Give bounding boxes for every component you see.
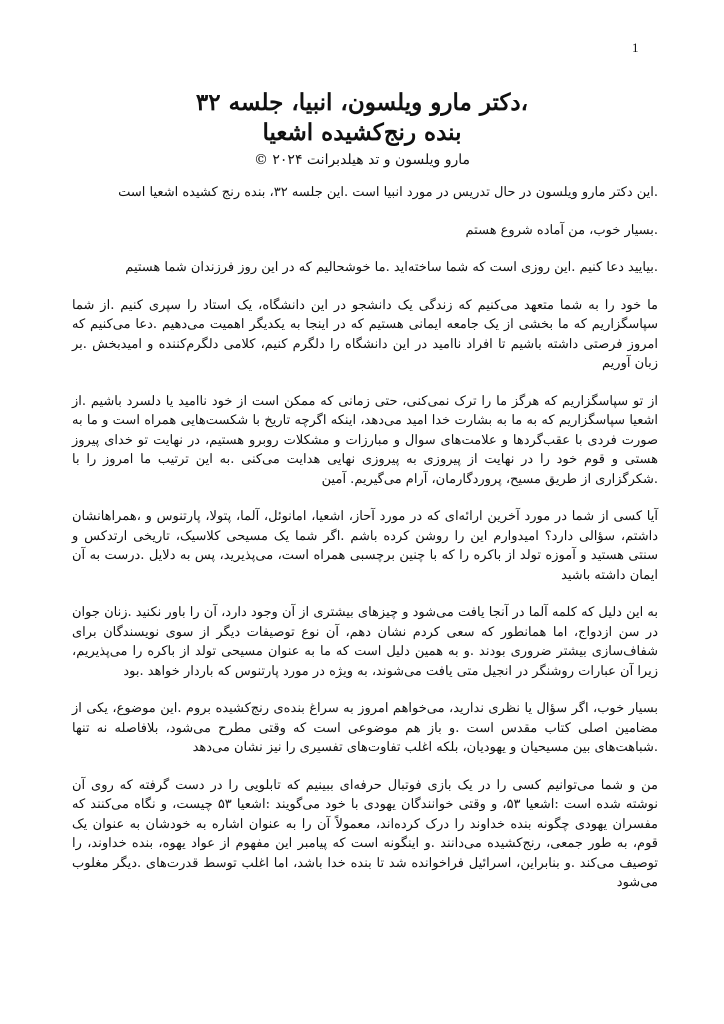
paragraph-7: به این دلیل که کلمه آلما در آنجا یافت می‌شود و چیزهای بیشتری از آن وجود دارد، آن را باور نکنید .زنان جوان در سن ازدواج، اما همانطور که سعی کردم نشان دهم، آن نوع توصیفات دیگر از سوی نویسندگان برای شفاف‌سازی بیشتر ضروری بودند .و به همین دلیل است که ما به عنوان مسیحی تولد از باکره را می‌پذیریم، زیرا آن عبارات روشنگر در انجیل متی یافت می‌شوند، به ویژه در مورد پارتنوس که باردار خواهد .بود: [72, 605, 658, 679]
copyright-line: مارو ویلسون و تد هیلدبرانت ۲۰۲۴ ©: [253, 152, 471, 168]
document-subtitle: بنده رنج‌کشیده اشعیا: [262, 119, 462, 146]
paragraph-6: آیا کسی از شما در مورد آخرین ارائه‌ای که در مورد آحاز، اشعیا، امانوئل، آلما، پتولا، پارتنوس و ،همراهانشان داشتم، سؤالی دارد؟ امیدوارم این را روشن کرده باشم .اگر شما یک مسیحی کلاسیک، تاریخی ارتدکس و سنتی هستید و آموزه تولد از باکره را که با چنین برچسبی همراه است، می‌پذیرید، پس به دلایل .درست به آن ایمان داشته باشید: [72, 509, 658, 583]
paragraph-1: .این دکتر مارو ویلسون در حال تدریس در مورد انبیا است .این جلسه ۳۲، بنده رنج کشیده اشعیا است: [118, 185, 658, 200]
paragraph-4: ما خود را به شما متعهد می‌کنیم که زندگی یک دانشجو در این دانشگاه، یک استاد را سپری کنیم .از شما سپاسگزاریم که ما بخشی از یک جامعه ایمانی هستیم که در اینجا به یکدیگر اهمیت می‌دهیم .دعا می‌کنیم که امروز فرصتی داشته باشیم تا افراد ناامید در این دانشگاه را دلگرم کنیم، کلامی دلگرم‌کننده و امیدبخش .بر زبان آوریم: [72, 297, 658, 371]
paragraph-9: من و شما می‌توانیم کسی را در یک بازی فوتبال حرفه‌ای ببینیم که تابلویی را در دست گرفته که روی آن نوشته شده است :اشعیا ۵۳، و وقتی خوانندگان یهودی با خود می‌گویند :اشعیا ۵۳ چیست، و نگاه می‌کنند که مفسران یهودی چگونه بنده خداوند را درک کرده‌اند، معمولاً آن را به عنوان اشاره به خودشان به عنوان یک قوم، به طور جمعی، رنج‌کشیده می‌دانند .و اینگونه است که پیامبر این مفهوم از عواد یهوه، بنده خداوند، را توصیف می‌کند .و بنابراین، اسرائیل فراخوانده شد تا بنده خدا باشد، اما اغلب توسط قدرت‌های .دیگر مغلوب می‌شود: [72, 777, 659, 890]
page-number: 1: [632, 40, 639, 55]
paragraph-3: .بیایید دعا کنیم .این روزی است که شما ساخته‌اید .ما خوشحالیم که در این روز فرزندان شما هستیم: [125, 260, 658, 275]
document-body: [72, 183, 658, 911]
paragraph-8: بسیار خوب، اگر سؤال یا نظری ندارید، می‌خواهم امروز به سراغ بنده‌ی رنج‌کشیده بروم .این موضوع، یکی از مضامین اصلی کتاب مقدس است .و باز هم موضوعی است که وقتی مطرح می‌شود، بلافاصله نه تنها .شباهت‌های بین مسیحیان و یهودیان، بلکه اغلب تفاوت‌های تفسیری را نیز نشان می‌دهد: [72, 701, 658, 755]
paragraph-5: از تو سپاسگزاریم که هرگز ما را ترک نمی‌کنی، حتی زمانی که ممکن است از خود ناامید یا دلسرد باشیم .از اشعیا سپاسگزاریم که به ما به بشارت خدا امید می‌دهد، اینکه اگرچه تاریخ با شکست‌هایی همراه است و ما به صورت فردی با عقب‌گردها و علامت‌های سوال و مبارزات و مشکلات روبرو هستیم، در نهایت تو خدای پیروز هستی و قوم خود را در نهایت از پیروزی به پیروزی نهایی هدایت می‌کنی .به این ترتیب ما امروز را با .شکرگزاری از طریق مسیح، پروردگارمان، آرام می‌گیریم. آمین: [72, 393, 658, 487]
document-title: ،دکتر مارو ویلسون، انبیا، جلسه ۳۲: [195, 89, 529, 116]
paragraph-2: .بسیار خوب، من آماده شروع هستم: [465, 222, 658, 238]
document-header: [60, 88, 664, 170]
